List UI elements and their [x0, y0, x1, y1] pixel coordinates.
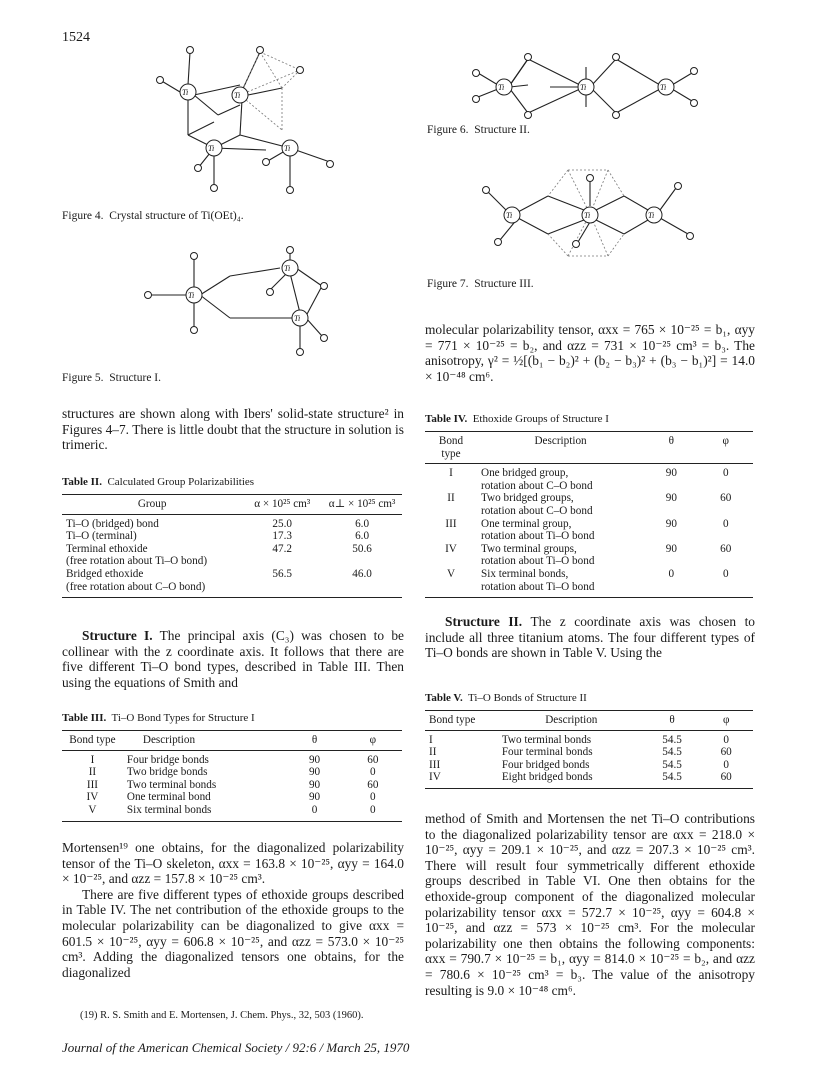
structure-1-heading: Structure I. — [82, 628, 153, 643]
table-row: II Four terminal bonds 54.5 60 — [429, 746, 732, 759]
figure-6-drawing — [470, 45, 710, 120]
table-row: II Two bridge bonds 90 0 — [88, 766, 376, 779]
table-row: I One bridged group, 90 0 — [449, 467, 729, 480]
svg-text:Ti: Ti — [498, 83, 505, 92]
table-3: Table III. Ti–O Bond Types for Structure I Bond type Description θ φ I Four bridge bonds 90 60 II Two bridge bonds 90 0 III Two terminal bonds 90 60 IV One terminal bond 90 0 V Six terminal bonds 0 0 — [62, 712, 402, 822]
svg-text:Ti: Ti — [188, 291, 195, 300]
table-5: Table V. Ti–O Bonds of Structure II Bond type Description θ φ I Two terminal bonds 54.5 0 II Four terminal bonds 54.5 60 III Four bridged bonds 54.5 0 IV Eight bridged bonds 54.5 60 — [425, 692, 753, 789]
figure-7-caption: Figure 7. Structure III. — [427, 278, 534, 290]
intro-paragraph: structures are shown along with Ibers' solid-state structure² in Figures 4–7. There is little doubt that the structure in solution is trimeric. — [62, 406, 404, 453]
table-row-sub: rotation about Ti–O bond — [480, 555, 595, 568]
table-row-sub: (free rotation about C–O bond) — [62, 581, 402, 598]
structure-1-paragraph: Structure I. The principal axis (C₃) was chosen to be collinear with the z coordinate axis. It follows that there are five different Ti–O bond types, described in Table III. Then using the equations of Smith and — [62, 628, 404, 690]
table-row-sub: rotation about Ti–O bond — [480, 530, 595, 543]
figure-4-drawing — [130, 40, 360, 205]
table-row: V Six terminal bonds, 0 0 — [446, 567, 729, 580]
figure-5-drawing — [130, 238, 350, 363]
table-row: IV Two terminal groups, 90 60 — [445, 542, 732, 555]
figure-7-drawing — [478, 160, 708, 260]
table-row: V Six terminal bonds 0 0 — [62, 804, 402, 821]
table-2 — [62, 476, 402, 598]
mortensen-paragraph: Mortensen¹⁹ one obtains, for the diagonalized polarizability tensor of the Ti–O skeleton, αxx = 163.8 × 10⁻²⁵, αyy = 164.0 × 10⁻²⁵, and αzz = 157.8 × 10⁻²⁵ cm³. There are five different types of ethoxide groups described in Table IV. The net contribution of the ethoxide groups to the molecular polarizability can be diagonalized to give αxx = 601.5 × 10⁻²⁵, αyy = 606.8 × 10⁻²⁵, and αzz = 573.0 × 10⁻²⁵ cm³. Adding the diagonalized tensors one obtains, for the diagonalized — [62, 840, 404, 980]
table-row: I Two terminal bonds 54.5 0 — [429, 733, 729, 746]
table-row-sub: rotation about C–O bond — [480, 479, 593, 492]
table-row: II Two bridged groups, 90 60 — [447, 492, 732, 505]
figure-4-caption: Figure 4. Crystal structure of Ti(OEt)₄. — [62, 210, 244, 222]
svg-text:Ti: Ti — [208, 144, 215, 153]
svg-text:Ti: Ti — [580, 83, 587, 92]
smith-mortensen-paragraph: method of Smith and Mortensen the net Ti–O contributions to the diagonalized polarizability tensor are αxx = 218.0 × 10⁻²⁵, αyy = 209.1 × 10⁻²⁵, and αzz = 207.3 × 10⁻²⁵ cm³. There will result four symmetrically different ethoxide groups described in Table VI. One then obtains for the ethoxide-group component of the diagonalized molecular polarizability tensor αxx = 572.7 × 10⁻²⁵, αyy = 604.8 × 10⁻²⁵, and αzz = 573 × 10⁻²⁵ cm³. For the molecular polarizability one then obtains the following components: αxx = 790.7 × 10⁻²⁵ = b₁, αyy = 814.0 × 10⁻²⁵ = b₂, and αzz = 780.6 × 10⁻²⁵ cm³ = b₃. The value of the anisotropy resulting is 9.0 × 10⁻⁴⁸ cm⁶. — [425, 811, 755, 998]
table-row-sub: (free rotation about Ti–O bond) — [66, 555, 208, 568]
journal-footer: Journal of the American Chemical Society / 92:6 / March 25, 1970 — [62, 1040, 410, 1055]
molecular-tensor-paragraph: molecular polarizability tensor, αxx = 765 × 10⁻²⁵ = b₁, αyy = 771 × 10⁻²⁵ = b₂, and αzz = 731 × 10⁻²⁵ cm³ = b₃. The anisotropy, γ² = ½[(b₁ − b₂)² + (b₂ − b₃)² + (b₃ − b₁)²] = 14.0 × 10⁻⁴⁸ cm⁶. — [425, 322, 755, 384]
table-row: IV Eight bridged bonds 54.5 60 — [425, 771, 753, 788]
svg-text:Ti: Ti — [294, 314, 301, 323]
table-row: IV One terminal bond 90 0 — [86, 791, 376, 804]
svg-text:Ti: Ti — [284, 264, 291, 273]
table-3-title: Table III. Ti–O Bond Types for Structure I — [62, 712, 255, 724]
svg-text:Ti: Ti — [234, 91, 241, 100]
t2-head-group: Group — [62, 495, 242, 515]
table-row: III Four bridged bonds 54.5 0 — [429, 758, 729, 771]
svg-text:Ti: Ti — [284, 144, 291, 153]
table-row-sub: rotation about Ti–O bond — [425, 581, 753, 598]
table-4: Table IV. Ethoxide Groups of Structure I Bond type Description θ φ I One bridged group, 90 0 rotation about C–O bond II Two bridged groups, 90 60 rotation about C–O bond III One terminal group, 90 0 rotation about Ti–O bond IV Two terminal groups, 90 60 rotation about Ti–O bond V Six terminal bonds, 0 0 rotation about Ti–O bond — [425, 413, 753, 598]
table-row: III Two terminal bonds 90 60 — [86, 778, 379, 791]
svg-text:Ti: Ti — [648, 211, 655, 220]
table-row: Ti–O (bridged) bond 25.0 6.0 — [66, 517, 370, 530]
structure-2-heading: Structure II. — [445, 614, 523, 629]
svg-text:Ti: Ti — [584, 211, 591, 220]
table-row: I Four bridge bonds 90 60 — [90, 753, 379, 766]
table-5-title: Table V. Ti–O Bonds of Structure II — [425, 692, 587, 704]
figure-6-caption: Figure 6. Structure II. — [427, 124, 530, 136]
structure-2-paragraph: Structure II. The z coordinate axis was chosen to include all three titanium atoms. The four different types of Ti–O bonds are shown in Table V. Using the — [425, 614, 755, 661]
svg-text:Ti: Ti — [182, 88, 189, 97]
figure-5-caption: Figure 5. Structure I. — [62, 372, 162, 384]
t2-head-alpha: α × 10²⁵ cm³ — [242, 495, 322, 515]
table-row-sub: rotation about C–O bond — [480, 504, 593, 517]
footnote-19: (19) R. S. Smith and E. Mortensen, J. Chem. Phys., 32, 503 (1960). — [80, 1010, 364, 1021]
svg-text:Ti: Ti — [506, 211, 513, 220]
table-row: Ti–O (terminal) 17.3 6.0 — [66, 530, 370, 543]
table-2-title: Table II. Calculated Group Polarizabilities — [62, 476, 255, 488]
table-row: III One terminal group, 90 0 — [445, 517, 729, 530]
table-row: Bridged ethoxide 56.5 46.0 — [66, 567, 372, 580]
table-4-title: Table IV. Ethoxide Groups of Structure I — [425, 413, 609, 425]
t2-head-alpha-perp: α⊥ × 10²⁵ cm³ — [322, 495, 402, 515]
page-number: 1524 — [62, 30, 90, 45]
table-row: Terminal ethoxide 47.2 50.6 — [66, 542, 372, 555]
svg-text:Ti: Ti — [660, 83, 667, 92]
